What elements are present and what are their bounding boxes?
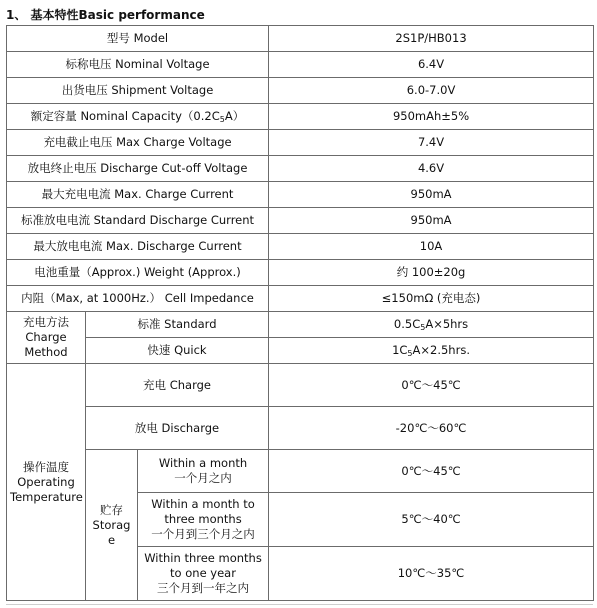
period-en: Within a month to [151,497,255,511]
page-divider [6,604,593,605]
table-row-storage-month [7,450,594,493]
table-row-std-discharge-current [7,208,594,234]
period-en: to one year [170,566,236,580]
table-row-discharge-cutoff [7,156,594,182]
row-value [269,312,594,338]
storage-period-label [138,493,269,547]
value-subscript: 5 [420,323,426,332]
group-label-line: Storag [92,517,131,532]
row-label: 最大放电电流 Max. Discharge Current [7,234,269,260]
row-value: 6.4V [269,52,594,78]
row-value: 10A [269,234,594,260]
value-text: A×5hrs [425,317,469,331]
row-label: 内阻（Max, at 1000Hz.） Cell Impedance [7,286,269,312]
table-row-charge-quick [7,338,594,364]
row-value: 0℃～45℃ [269,364,594,407]
label-subscript: 5 [219,115,225,124]
row-value: 4.6V [269,156,594,182]
table-row-charge-standard [7,312,594,338]
table-row-weight [7,260,594,286]
table-row-max-charge-current [7,182,594,208]
group-label-line: 操作温度 [23,459,69,474]
row-label: 标准 Standard [86,312,269,338]
value-text: A×2.5hrs. [412,343,470,357]
row-value [269,338,594,364]
value-text: 1C [392,343,408,357]
charge-method-group-label [7,312,86,364]
operating-temperature-group-label [7,364,86,601]
table-row-nominal-voltage [7,52,594,78]
row-value: 950mAh±5% [269,104,594,130]
row-value: 6.0-7.0V [269,78,594,104]
row-value: -20℃～60℃ [269,407,594,450]
row-value: 0℃～45℃ [269,450,594,493]
period-en: Within three months [144,551,262,565]
value-subscript: 5 [407,349,413,358]
group-label-line: Method [24,345,68,359]
group-label-line: 贮存 [100,502,123,517]
storage-period-label [138,450,269,493]
table-row-impedance [7,286,594,312]
group-label-line: 充电方法 [23,315,69,329]
table-row-temp-charge [7,364,594,407]
row-value: 950mA [269,182,594,208]
table-row-max-charge-voltage [7,130,594,156]
row-value: 5℃～40℃ [269,493,594,547]
row-value: 950mA [269,208,594,234]
row-value: ≤150mΩ (充电态) [269,286,594,312]
row-value: 10℃～35℃ [269,547,594,601]
label-text: 额定容量 Nominal Capacity（0.2C [30,109,220,123]
row-label: 最大充电电流 Max. Charge Current [7,182,269,208]
period-cn: 一个月之内 [174,471,232,485]
row-value: 2S1P/HB013 [269,26,594,52]
period-cn: 一个月到三个月之内 [151,527,255,541]
table-row-model [7,26,594,52]
group-label-line: e [107,532,116,547]
row-label: 充电截止电压 Max Charge Voltage [7,130,269,156]
storage-period-label [138,547,269,601]
label-text: A） [224,109,245,123]
row-label: 标称电压 Nominal Voltage [7,52,269,78]
table-row-max-discharge-current [7,234,594,260]
row-label: 标准放电电流 Standard Discharge Current [7,208,269,234]
row-value: 7.4V [269,130,594,156]
period-en: three months [164,512,242,526]
table-row-temp-discharge [7,407,594,450]
storage-group-label [86,450,138,601]
period-cn: 三个月到一年之内 [157,581,250,595]
row-value: 约 100±20g [269,260,594,286]
row-label: 快速 Quick [86,338,269,364]
group-label-line: Operating [17,474,75,489]
table-row-nominal-capacity [7,104,594,130]
value-text: 0.5C [393,317,421,331]
group-label-line: Temperature [10,489,83,504]
row-label: 放电 Discharge [86,407,269,450]
row-label: 放电终止电压 Discharge Cut-off Voltage [7,156,269,182]
section-heading: 1、 基本特性Basic performance [6,8,205,22]
row-label: 型号 Model [7,26,269,52]
group-label-line: Charge [25,330,67,344]
row-label: 出货电压 Shipment Voltage [7,78,269,104]
row-label: 充电 Charge [86,364,269,407]
row-label: 电池重量（Approx.) Weight (Approx.) [7,260,269,286]
period-en: Within a month [158,456,248,470]
basic-performance-table [6,25,594,601]
table-row-shipment-voltage [7,78,594,104]
row-label [7,104,269,130]
